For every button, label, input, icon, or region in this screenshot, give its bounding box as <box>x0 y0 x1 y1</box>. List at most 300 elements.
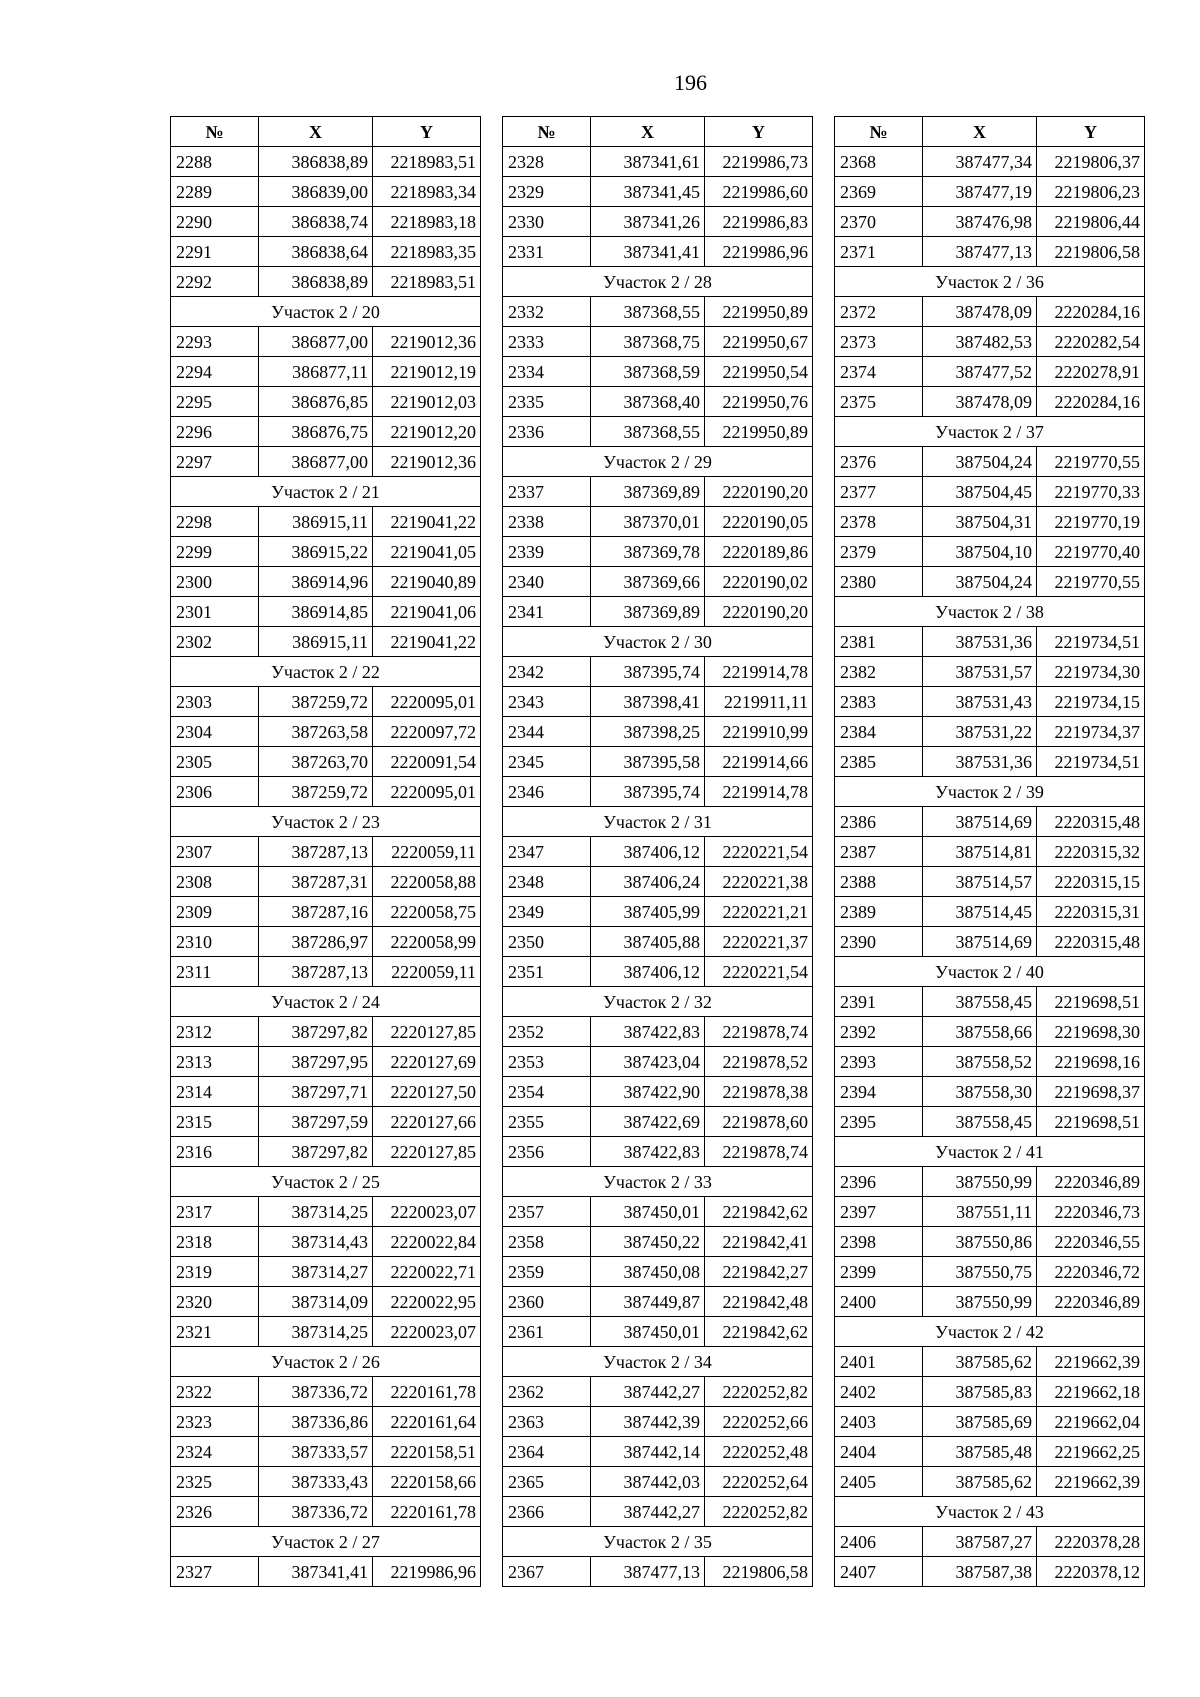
x-coordinate-cell: 387477,19 <box>923 177 1037 207</box>
point-number-cell: 2405 <box>835 1467 923 1497</box>
section-label: Участок 2 / 41 <box>835 1137 1145 1167</box>
point-number-cell: 2322 <box>171 1377 259 1407</box>
y-coordinate-cell: 2219770,55 <box>1037 447 1145 477</box>
point-number-cell: 2360 <box>503 1287 591 1317</box>
table-row <box>835 807 1145 837</box>
y-coordinate-cell: 2220315,31 <box>1037 897 1145 927</box>
y-coordinate-cell: 2219878,38 <box>705 1077 813 1107</box>
x-coordinate-cell: 387558,52 <box>923 1047 1037 1077</box>
section-label: Участок 2 / 20 <box>171 297 481 327</box>
point-number-cell: 2357 <box>503 1197 591 1227</box>
point-number-cell: 2301 <box>171 597 259 627</box>
table-row <box>171 1287 481 1317</box>
point-number-cell: 2375 <box>835 387 923 417</box>
x-coordinate-cell: 387449,87 <box>591 1287 705 1317</box>
section-row <box>835 597 1145 627</box>
x-coordinate-cell: 387336,72 <box>259 1377 373 1407</box>
table-row <box>171 1407 481 1437</box>
x-coordinate-cell: 387558,30 <box>923 1077 1037 1107</box>
y-coordinate-cell: 2220315,48 <box>1037 927 1145 957</box>
y-coordinate-cell: 2220059,11 <box>373 837 481 867</box>
table-row <box>835 177 1145 207</box>
x-coordinate-cell: 387531,22 <box>923 717 1037 747</box>
section-label: Участок 2 / 33 <box>503 1167 813 1197</box>
section-label: Участок 2 / 26 <box>171 1347 481 1377</box>
x-coordinate-cell: 387585,48 <box>923 1437 1037 1467</box>
y-coordinate-cell: 2219806,37 <box>1037 147 1145 177</box>
point-number-cell: 2332 <box>503 297 591 327</box>
x-coordinate-cell: 387550,86 <box>923 1227 1037 1257</box>
point-number-cell: 2337 <box>503 477 591 507</box>
y-coordinate-cell: 2220346,89 <box>1037 1287 1145 1317</box>
x-coordinate-cell: 386877,00 <box>259 327 373 357</box>
y-coordinate-cell: 2219842,41 <box>705 1227 813 1257</box>
table-header-row <box>835 117 1145 147</box>
table-row <box>171 1557 481 1587</box>
table-row <box>503 687 813 717</box>
y-coordinate-cell: 2219698,51 <box>1037 987 1145 1017</box>
y-coordinate-cell: 2218983,51 <box>373 147 481 177</box>
x-coordinate-cell: 387442,39 <box>591 1407 705 1437</box>
y-coordinate-cell: 2220252,82 <box>705 1377 813 1407</box>
table-row <box>171 507 481 537</box>
y-coordinate-cell: 2220221,54 <box>705 957 813 987</box>
table-row <box>503 297 813 327</box>
y-coordinate-cell: 2220022,71 <box>373 1257 481 1287</box>
y-coordinate-cell: 2219950,76 <box>705 387 813 417</box>
point-number-cell: 2400 <box>835 1287 923 1317</box>
point-number-cell: 2350 <box>503 927 591 957</box>
table-row <box>835 1527 1145 1557</box>
point-number-cell: 2340 <box>503 567 591 597</box>
point-number-cell: 2338 <box>503 507 591 537</box>
section-row <box>835 1137 1145 1167</box>
table-row <box>835 1077 1145 1107</box>
y-coordinate-cell: 2219806,58 <box>705 1557 813 1587</box>
table-row <box>171 747 481 777</box>
table-row <box>835 1197 1145 1227</box>
table-row <box>171 357 481 387</box>
point-number-cell: 2328 <box>503 147 591 177</box>
point-number-cell: 2351 <box>503 957 591 987</box>
point-number-cell: 2320 <box>171 1287 259 1317</box>
y-coordinate-cell: 2219734,37 <box>1037 717 1145 747</box>
x-coordinate-cell: 387333,43 <box>259 1467 373 1497</box>
x-coordinate-cell: 387406,12 <box>591 957 705 987</box>
x-coordinate-cell: 387442,14 <box>591 1437 705 1467</box>
x-coordinate-cell: 387482,53 <box>923 327 1037 357</box>
table-row <box>835 627 1145 657</box>
point-number-cell: 2355 <box>503 1107 591 1137</box>
table-row <box>503 1287 813 1317</box>
y-coordinate-cell: 2219770,40 <box>1037 537 1145 567</box>
table-row <box>835 747 1145 777</box>
table-row <box>171 237 481 267</box>
table-row <box>171 927 481 957</box>
point-number-cell: 2392 <box>835 1017 923 1047</box>
x-coordinate-cell: 387585,69 <box>923 1407 1037 1437</box>
point-number-cell: 2388 <box>835 867 923 897</box>
section-label: Участок 2 / 22 <box>171 657 481 687</box>
table-row <box>835 1557 1145 1587</box>
y-coordinate-cell: 2219734,51 <box>1037 627 1145 657</box>
x-coordinate-cell: 387368,75 <box>591 327 705 357</box>
y-coordinate-cell: 2219878,52 <box>705 1047 813 1077</box>
section-row <box>835 957 1145 987</box>
section-label: Участок 2 / 40 <box>835 957 1145 987</box>
table-row <box>835 897 1145 927</box>
x-coordinate-cell: 387477,13 <box>591 1557 705 1587</box>
y-coordinate-cell: 2220282,54 <box>1037 327 1145 357</box>
point-number-cell: 2370 <box>835 207 923 237</box>
table-row <box>171 177 481 207</box>
x-coordinate-cell: 387405,88 <box>591 927 705 957</box>
table-row <box>171 717 481 747</box>
y-coordinate-cell: 2219662,25 <box>1037 1437 1145 1467</box>
table-row <box>503 1047 813 1077</box>
point-number-cell: 2344 <box>503 717 591 747</box>
y-coordinate-cell: 2219842,62 <box>705 1197 813 1227</box>
point-number-cell: 2398 <box>835 1227 923 1257</box>
table-row <box>835 1377 1145 1407</box>
x-coordinate-cell: 386915,11 <box>259 627 373 657</box>
point-number-cell: 2383 <box>835 687 923 717</box>
table-body <box>503 147 813 1587</box>
table-header-row <box>171 117 481 147</box>
table-row <box>835 987 1145 1017</box>
point-number-cell: 2367 <box>503 1557 591 1587</box>
table-row <box>835 927 1145 957</box>
table-row <box>503 567 813 597</box>
table-row <box>835 447 1145 477</box>
x-coordinate-cell: 387336,86 <box>259 1407 373 1437</box>
table-row <box>171 957 481 987</box>
y-coordinate-cell: 2220059,11 <box>373 957 481 987</box>
y-coordinate-cell: 2219698,30 <box>1037 1017 1145 1047</box>
y-coordinate-cell: 2219662,39 <box>1037 1467 1145 1497</box>
point-number-cell: 2323 <box>171 1407 259 1437</box>
y-coordinate-cell: 2219012,36 <box>373 327 481 357</box>
table-row <box>835 567 1145 597</box>
x-coordinate-cell: 387558,45 <box>923 1107 1037 1137</box>
x-coordinate-cell: 387287,13 <box>259 837 373 867</box>
y-coordinate-cell: 2220161,64 <box>373 1407 481 1437</box>
table-row <box>503 597 813 627</box>
x-coordinate-cell: 387514,69 <box>923 807 1037 837</box>
x-coordinate-cell: 387398,25 <box>591 717 705 747</box>
table-row <box>835 1257 1145 1287</box>
table-row <box>503 1377 813 1407</box>
section-row <box>171 1527 481 1557</box>
x-coordinate-cell: 387398,41 <box>591 687 705 717</box>
table-row <box>835 537 1145 567</box>
table-row <box>835 387 1145 417</box>
section-label: Участок 2 / 43 <box>835 1497 1145 1527</box>
table-row <box>171 1227 481 1257</box>
point-number-cell: 2310 <box>171 927 259 957</box>
point-number-cell: 2371 <box>835 237 923 267</box>
x-coordinate-cell: 387287,13 <box>259 957 373 987</box>
x-coordinate-cell: 386839,00 <box>259 177 373 207</box>
x-coordinate-cell: 387370,01 <box>591 507 705 537</box>
table-row <box>835 1227 1145 1257</box>
header-x: X <box>259 117 373 147</box>
y-coordinate-cell: 2220284,16 <box>1037 297 1145 327</box>
table-row <box>503 1437 813 1467</box>
table-row <box>503 1557 813 1587</box>
table-row <box>503 747 813 777</box>
y-coordinate-cell: 2219950,54 <box>705 357 813 387</box>
x-coordinate-cell: 387422,83 <box>591 1017 705 1047</box>
point-number-cell: 2289 <box>171 177 259 207</box>
x-coordinate-cell: 387422,69 <box>591 1107 705 1137</box>
x-coordinate-cell: 387405,99 <box>591 897 705 927</box>
x-coordinate-cell: 387514,57 <box>923 867 1037 897</box>
table-header-row <box>503 117 813 147</box>
point-number-cell: 2319 <box>171 1257 259 1287</box>
section-row <box>171 1167 481 1197</box>
point-number-cell: 2293 <box>171 327 259 357</box>
y-coordinate-cell: 2219662,39 <box>1037 1347 1145 1377</box>
y-coordinate-cell: 2219734,51 <box>1037 747 1145 777</box>
y-coordinate-cell: 2219806,58 <box>1037 237 1145 267</box>
x-coordinate-cell: 387297,82 <box>259 1017 373 1047</box>
y-coordinate-cell: 2220346,73 <box>1037 1197 1145 1227</box>
y-coordinate-cell: 2219734,30 <box>1037 657 1145 687</box>
section-row <box>171 297 481 327</box>
y-coordinate-cell: 2218983,51 <box>373 267 481 297</box>
point-number-cell: 2389 <box>835 897 923 927</box>
table-row <box>835 687 1145 717</box>
section-label: Участок 2 / 35 <box>503 1527 813 1557</box>
x-coordinate-cell: 387369,66 <box>591 567 705 597</box>
table-row <box>835 657 1145 687</box>
y-coordinate-cell: 2220161,78 <box>373 1377 481 1407</box>
point-number-cell: 2384 <box>835 717 923 747</box>
x-coordinate-cell: 387550,99 <box>923 1167 1037 1197</box>
point-number-cell: 2330 <box>503 207 591 237</box>
x-coordinate-cell: 387450,01 <box>591 1317 705 1347</box>
section-row <box>503 1527 813 1557</box>
point-number-cell: 2362 <box>503 1377 591 1407</box>
point-number-cell: 2311 <box>171 957 259 987</box>
point-number-cell: 2404 <box>835 1437 923 1467</box>
y-coordinate-cell: 2220221,37 <box>705 927 813 957</box>
y-coordinate-cell: 2220127,66 <box>373 1107 481 1137</box>
table-row <box>835 357 1145 387</box>
y-coordinate-cell: 2220127,69 <box>373 1047 481 1077</box>
section-label: Участок 2 / 28 <box>503 267 813 297</box>
header-y: Y <box>373 117 481 147</box>
header-number: № <box>503 117 591 147</box>
x-coordinate-cell: 387587,27 <box>923 1527 1037 1557</box>
section-row <box>503 987 813 1017</box>
table-row <box>171 207 481 237</box>
y-coordinate-cell: 2220058,75 <box>373 897 481 927</box>
y-coordinate-cell: 2220022,84 <box>373 1227 481 1257</box>
table-row <box>171 1017 481 1047</box>
section-label: Участок 2 / 30 <box>503 627 813 657</box>
x-coordinate-cell: 386838,64 <box>259 237 373 267</box>
y-coordinate-cell: 2220284,16 <box>1037 387 1145 417</box>
x-coordinate-cell: 387531,57 <box>923 657 1037 687</box>
x-coordinate-cell: 387297,59 <box>259 1107 373 1137</box>
y-coordinate-cell: 2219698,51 <box>1037 1107 1145 1137</box>
x-coordinate-cell: 387478,09 <box>923 297 1037 327</box>
x-coordinate-cell: 387336,72 <box>259 1497 373 1527</box>
table-row <box>835 1407 1145 1437</box>
point-number-cell: 2318 <box>171 1227 259 1257</box>
table-row <box>503 1497 813 1527</box>
table-row <box>835 1347 1145 1377</box>
section-row <box>171 477 481 507</box>
point-number-cell: 2336 <box>503 417 591 447</box>
x-coordinate-cell: 387259,72 <box>259 777 373 807</box>
y-coordinate-cell: 2220127,50 <box>373 1077 481 1107</box>
y-coordinate-cell: 2220095,01 <box>373 687 481 717</box>
x-coordinate-cell: 387341,41 <box>591 237 705 267</box>
point-number-cell: 2290 <box>171 207 259 237</box>
y-coordinate-cell: 2220346,72 <box>1037 1257 1145 1287</box>
table-row <box>171 1077 481 1107</box>
point-number-cell: 2346 <box>503 777 591 807</box>
x-coordinate-cell: 387341,26 <box>591 207 705 237</box>
section-row <box>503 627 813 657</box>
table-row <box>835 837 1145 867</box>
table-row <box>503 1257 813 1287</box>
y-coordinate-cell: 2220058,99 <box>373 927 481 957</box>
y-coordinate-cell: 2219662,04 <box>1037 1407 1145 1437</box>
table-row <box>171 267 481 297</box>
section-label: Участок 2 / 31 <box>503 807 813 837</box>
point-number-cell: 2297 <box>171 447 259 477</box>
table-row <box>171 897 481 927</box>
header-number: № <box>835 117 923 147</box>
y-coordinate-cell: 2219698,37 <box>1037 1077 1145 1107</box>
point-number-cell: 2376 <box>835 447 923 477</box>
point-number-cell: 2407 <box>835 1557 923 1587</box>
section-label: Участок 2 / 29 <box>503 447 813 477</box>
y-coordinate-cell: 2219950,67 <box>705 327 813 357</box>
section-label: Участок 2 / 39 <box>835 777 1145 807</box>
table-row <box>171 627 481 657</box>
section-row <box>171 657 481 687</box>
x-coordinate-cell: 386876,85 <box>259 387 373 417</box>
x-coordinate-cell: 387558,66 <box>923 1017 1037 1047</box>
point-number-cell: 2390 <box>835 927 923 957</box>
section-row <box>171 807 481 837</box>
point-number-cell: 2306 <box>171 777 259 807</box>
y-coordinate-cell: 2219986,96 <box>705 237 813 267</box>
point-number-cell: 2373 <box>835 327 923 357</box>
x-coordinate-cell: 387368,55 <box>591 417 705 447</box>
table-body <box>171 147 481 1587</box>
section-row <box>503 267 813 297</box>
y-coordinate-cell: 2219950,89 <box>705 297 813 327</box>
section-row <box>171 1347 481 1377</box>
table-row <box>171 1467 481 1497</box>
y-coordinate-cell: 2220190,20 <box>705 597 813 627</box>
point-number-cell: 2305 <box>171 747 259 777</box>
table-row <box>171 687 481 717</box>
section-label: Участок 2 / 21 <box>171 477 481 507</box>
x-coordinate-cell: 387314,25 <box>259 1197 373 1227</box>
y-coordinate-cell: 2218983,18 <box>373 207 481 237</box>
table-row <box>503 897 813 927</box>
x-coordinate-cell: 387422,83 <box>591 1137 705 1167</box>
x-coordinate-cell: 387514,45 <box>923 897 1037 927</box>
y-coordinate-cell: 2219842,48 <box>705 1287 813 1317</box>
x-coordinate-cell: 386838,89 <box>259 267 373 297</box>
y-coordinate-cell: 2219041,22 <box>373 627 481 657</box>
table-row <box>503 417 813 447</box>
table-row <box>171 537 481 567</box>
table-row <box>503 1227 813 1257</box>
x-coordinate-cell: 387550,75 <box>923 1257 1037 1287</box>
point-number-cell: 2352 <box>503 1017 591 1047</box>
y-coordinate-cell: 2220278,91 <box>1037 357 1145 387</box>
point-number-cell: 2374 <box>835 357 923 387</box>
y-coordinate-cell: 2220315,32 <box>1037 837 1145 867</box>
point-number-cell: 2379 <box>835 537 923 567</box>
section-label: Участок 2 / 25 <box>171 1167 481 1197</box>
header-number: № <box>171 117 259 147</box>
point-number-cell: 2295 <box>171 387 259 417</box>
point-number-cell: 2365 <box>503 1467 591 1497</box>
table-row <box>503 237 813 267</box>
x-coordinate-cell: 387423,04 <box>591 1047 705 1077</box>
x-coordinate-cell: 387395,58 <box>591 747 705 777</box>
point-number-cell: 2353 <box>503 1047 591 1077</box>
point-number-cell: 2372 <box>835 297 923 327</box>
y-coordinate-cell: 2219698,16 <box>1037 1047 1145 1077</box>
point-number-cell: 2307 <box>171 837 259 867</box>
y-coordinate-cell: 2219842,27 <box>705 1257 813 1287</box>
table-row <box>835 507 1145 537</box>
point-number-cell: 2347 <box>503 837 591 867</box>
y-coordinate-cell: 2220252,82 <box>705 1497 813 1527</box>
x-coordinate-cell: 387558,45 <box>923 987 1037 1017</box>
table-row <box>503 507 813 537</box>
y-coordinate-cell: 2220378,28 <box>1037 1527 1145 1557</box>
point-number-cell: 2368 <box>835 147 923 177</box>
x-coordinate-cell: 387314,25 <box>259 1317 373 1347</box>
y-coordinate-cell: 2220378,12 <box>1037 1557 1145 1587</box>
point-number-cell: 2321 <box>171 1317 259 1347</box>
coordinates-table-2 <box>502 116 813 1587</box>
point-number-cell: 2345 <box>503 747 591 777</box>
table-row <box>835 477 1145 507</box>
table-row <box>503 1017 813 1047</box>
point-number-cell: 2406 <box>835 1527 923 1557</box>
x-coordinate-cell: 387585,83 <box>923 1377 1037 1407</box>
point-number-cell: 2359 <box>503 1257 591 1287</box>
y-coordinate-cell: 2219911,11 <box>705 687 813 717</box>
y-coordinate-cell: 2219910,99 <box>705 717 813 747</box>
x-coordinate-cell: 387369,89 <box>591 597 705 627</box>
table-row <box>171 147 481 177</box>
y-coordinate-cell: 2219734,15 <box>1037 687 1145 717</box>
point-number-cell: 2378 <box>835 507 923 537</box>
x-coordinate-cell: 387442,27 <box>591 1377 705 1407</box>
table-row <box>171 1047 481 1077</box>
y-coordinate-cell: 2219986,73 <box>705 147 813 177</box>
table-row <box>171 777 481 807</box>
section-label: Участок 2 / 27 <box>171 1527 481 1557</box>
point-number-cell: 2331 <box>503 237 591 267</box>
point-number-cell: 2387 <box>835 837 923 867</box>
y-coordinate-cell: 2219914,78 <box>705 777 813 807</box>
